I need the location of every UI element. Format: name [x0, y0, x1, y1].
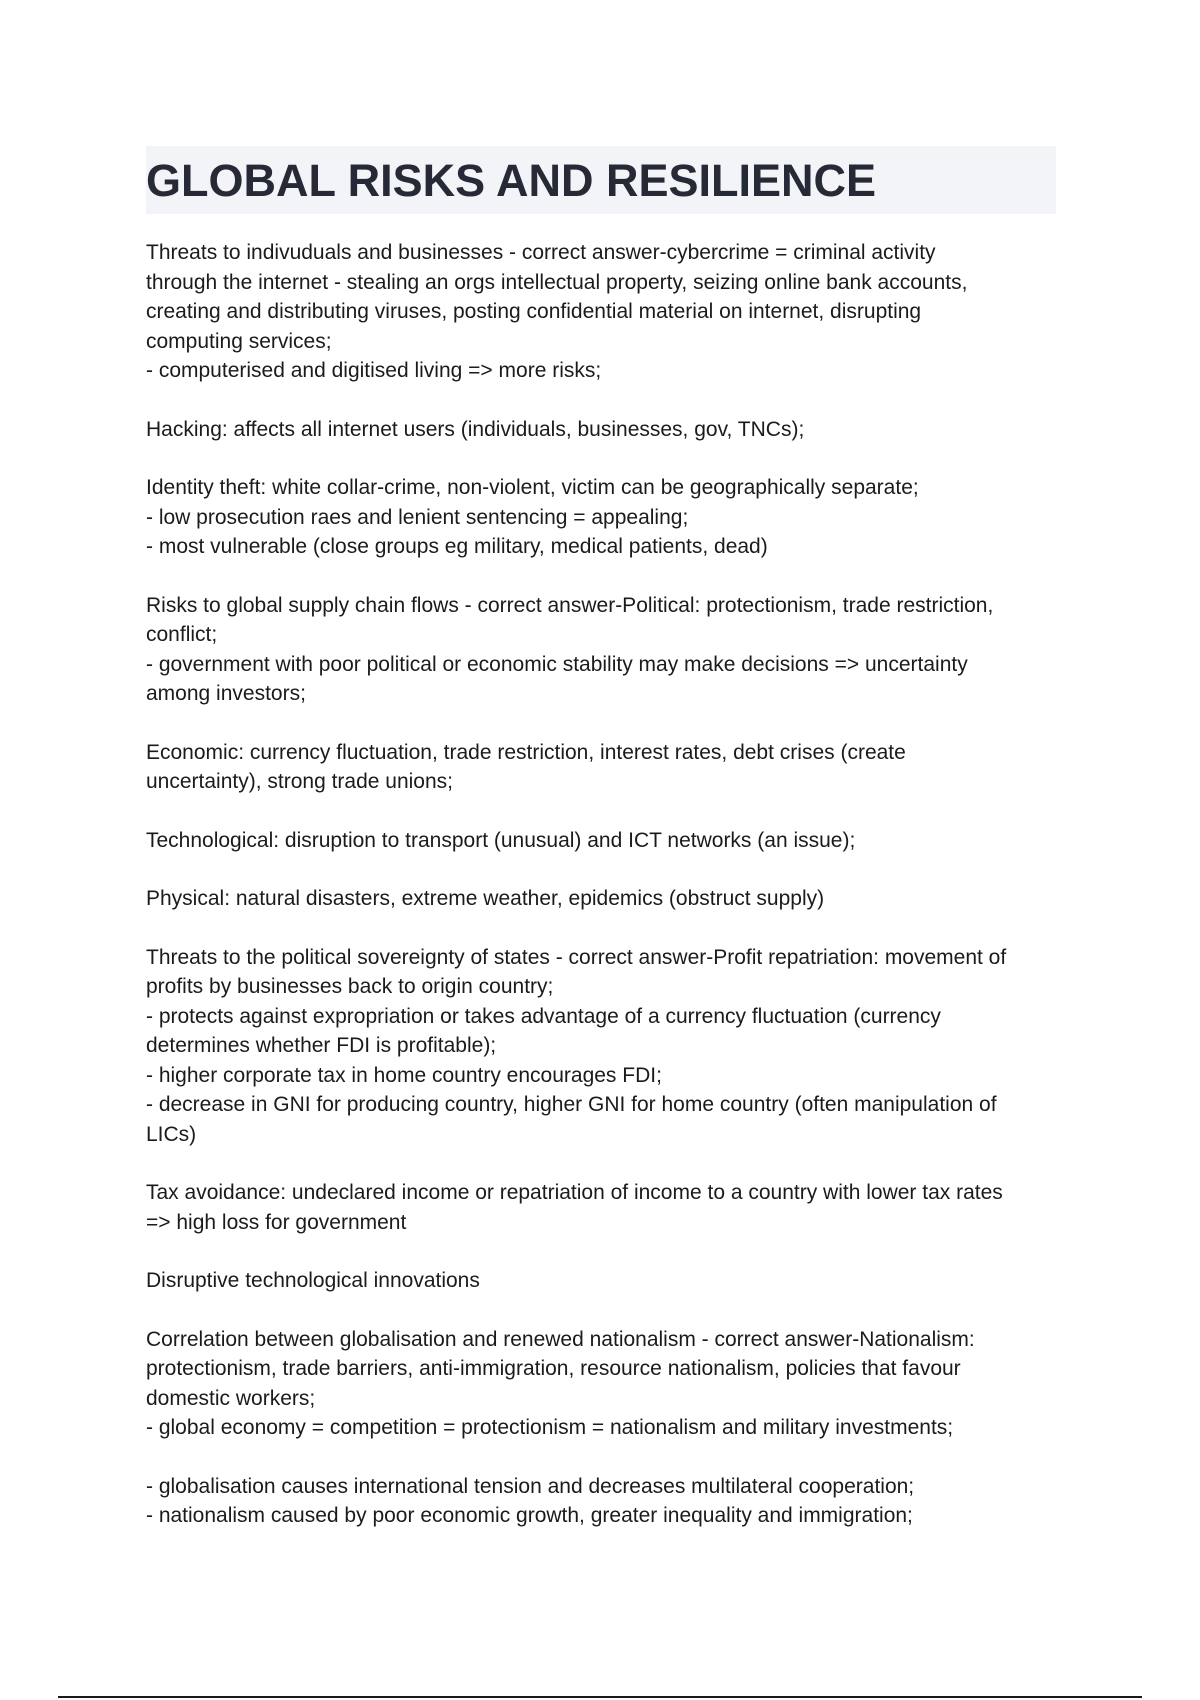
- paragraph: [146, 943, 1056, 1150]
- paragraph: [146, 473, 1056, 562]
- paragraph: [146, 238, 1056, 386]
- text-line: Identity theft: white collar-crime, non-violent, victim can be geographically separate;: [146, 476, 919, 499]
- text-line: Tax avoidance: undeclared income or repatriation of income to a country with lower tax rates: [146, 1181, 1003, 1204]
- text-line: conflict;: [146, 623, 218, 646]
- text-line: creating and distributing viruses, posting confidential material on internet, disrupting: [146, 300, 922, 323]
- text-line: LICs): [146, 1122, 197, 1146]
- paragraph: [146, 1266, 1056, 1296]
- text-line: - global economy = competition = protectionism = nationalism and military investments;: [146, 1416, 954, 1439]
- text-line: - low prosecution raes and lenient sentencing = appealing;: [146, 505, 689, 529]
- paragraph: [146, 591, 1056, 709]
- paragraph: [146, 1325, 1056, 1443]
- paragraph: [146, 415, 1056, 445]
- text-line: computing services;: [146, 329, 332, 353]
- text-line: - globalisation causes international tension and decreases multilateral cooperation;: [146, 1474, 915, 1498]
- paragraph: [146, 826, 1056, 856]
- text-line: among investors;: [146, 682, 306, 705]
- text-line: Disruptive technological innovations: [146, 1269, 480, 1292]
- page-bottom-rule: [58, 1696, 1142, 1698]
- text-line: Threats to the political sovereignty of states - correct answer-Profit repatriation: movement of: [146, 945, 1007, 969]
- document-title: GLOBAL RISKS AND RESILIENCE: [146, 154, 877, 206]
- text-line: Physical: natural disasters, extreme weather, epidemics (obstruct supply): [146, 887, 825, 910]
- text-line: Correlation between globalisation and renewed nationalism - correct answer-Nationalism:: [146, 1327, 975, 1351]
- text-line: - government with poor political or economic stability may make decisions => uncertainty: [146, 652, 968, 676]
- text-line: Threats to indivuduals and businesses - correct answer-cybercrime = criminal activity: [146, 241, 936, 264]
- text-line: - computerised and digitised living => more risks;: [146, 359, 602, 382]
- text-line: => high loss for government: [146, 1210, 407, 1234]
- document-body: [146, 238, 1056, 1531]
- paragraph: [146, 738, 1056, 797]
- text-line: determines whether FDI is profitable);: [146, 1034, 497, 1057]
- text-line: - most vulnerable (close groups eg military, medical patients, dead): [146, 535, 768, 558]
- text-line: protectionism, trade barriers, anti-immigration, resource nationalism, policies that favour: [146, 1357, 961, 1380]
- text-line: Risks to global supply chain flows - correct answer-Political: protectionism, trade restriction,: [146, 593, 994, 617]
- text-line: Hacking: affects all internet users (individuals, businesses, gov, TNCs);: [146, 417, 805, 441]
- paragraph: [146, 1178, 1056, 1237]
- text-line: uncertainty), strong trade unions;: [146, 770, 454, 793]
- text-line: through the internet - stealing an orgs intellectual property, seizing online bank accounts,: [146, 270, 968, 294]
- paragraph: [146, 884, 1056, 914]
- text-line: - higher corporate tax in home country encourages FDI;: [146, 1063, 662, 1087]
- text-line: profits by businesses back to origin country;: [146, 975, 554, 998]
- document-page: [146, 146, 1056, 1560]
- paragraph: [146, 1472, 1056, 1531]
- text-line: Technological: disruption to transport (unusual) and ICT networks (an issue);: [146, 828, 856, 852]
- text-line: - decrease in GNI for producing country, higher GNI for home country (often manipulation of: [146, 1093, 997, 1116]
- text-line: - protects against expropriation or takes advantage of a currency fluctuation (currency: [146, 1004, 941, 1028]
- title-band: [146, 146, 1056, 214]
- text-line: - nationalism caused by poor economic growth, greater inequality and immigration;: [146, 1504, 913, 1527]
- text-line: Economic: currency fluctuation, trade restriction, interest rates, debt crises (create: [146, 740, 906, 764]
- text-line: domestic workers;: [146, 1386, 316, 1410]
